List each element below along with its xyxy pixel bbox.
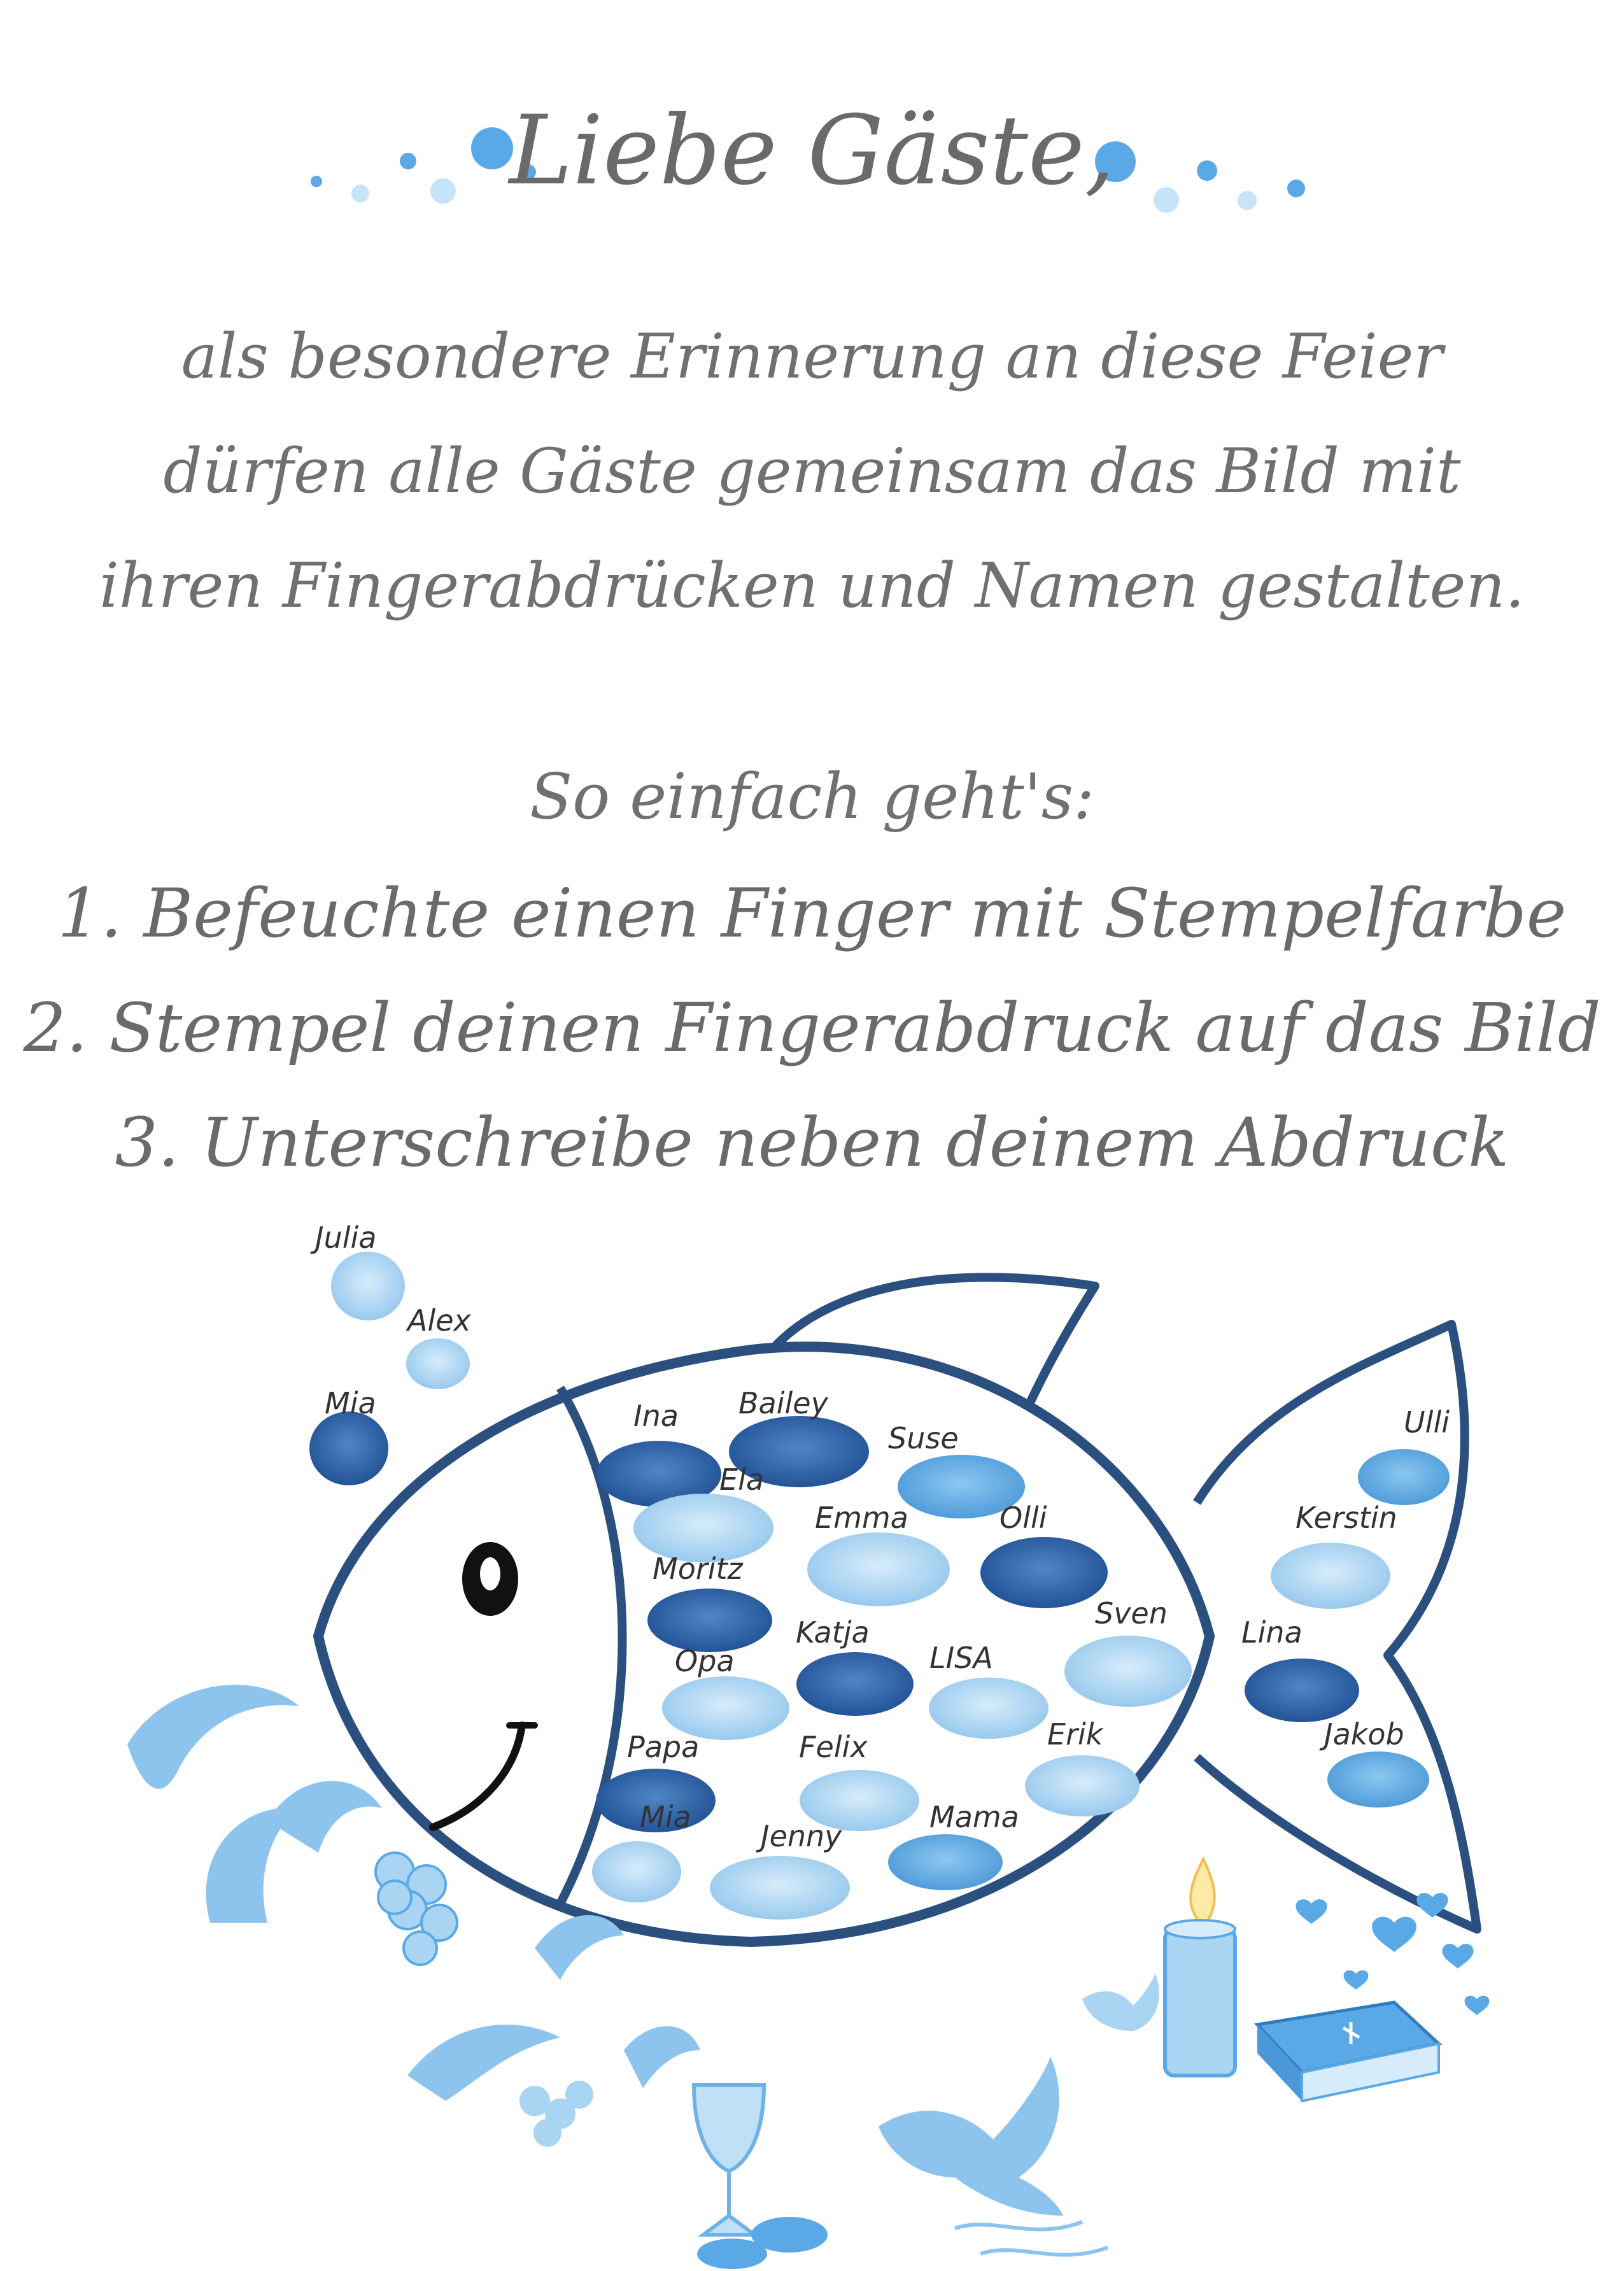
guest-name: Jenny xyxy=(761,1819,842,1853)
guest-name: Emma xyxy=(815,1501,908,1535)
intro-line: ihren Fingerabdrücken und Namen gestalten. xyxy=(99,550,1525,621)
grapes-icon xyxy=(376,1853,457,1965)
fish-illustration xyxy=(0,1197,1624,2271)
bubble-name: Mia xyxy=(325,1386,376,1420)
step-item: 2. Stempel deinen Fingerabdruck auf das Bild xyxy=(23,989,1601,1067)
water-lines xyxy=(955,2222,1108,2255)
steps-heading: So einfach geht's: xyxy=(529,761,1095,833)
guest-name: Moritz xyxy=(653,1552,743,1586)
page-title: Liebe Gäste, xyxy=(509,96,1115,206)
fingerprint xyxy=(1245,1659,1359,1722)
steps-list xyxy=(0,856,1624,1200)
guest-name: Olli xyxy=(999,1501,1047,1535)
fingerprint xyxy=(807,1532,950,1606)
guest-name: Ina xyxy=(633,1399,679,1433)
guest-name: Felix xyxy=(799,1730,868,1764)
bubble-prints xyxy=(309,1220,472,1485)
guest-name: LISA xyxy=(929,1641,993,1675)
guest-name: Jakob xyxy=(1324,1717,1404,1751)
fingerprint xyxy=(1025,1755,1140,1816)
fish-eye-highlight xyxy=(480,1557,500,1590)
guest-name: Mia xyxy=(640,1800,691,1834)
candle-icon xyxy=(1165,1859,1235,2076)
guest-name: Bailey xyxy=(738,1386,828,1420)
step-item: 1. Befeuchte einen Finger mit Stempelfarbe xyxy=(57,874,1567,952)
small-dove-icon xyxy=(1082,1974,1159,2031)
guest-name: Katja xyxy=(796,1615,870,1650)
intro-line: als besondere Erinnerung an diese Feier xyxy=(181,321,1443,392)
fingerprint xyxy=(929,1678,1049,1739)
fingerprint xyxy=(592,1841,681,1902)
fingerprint xyxy=(309,1411,388,1485)
fingerprint xyxy=(406,1338,470,1389)
fingerprint xyxy=(888,1834,1003,1890)
dove-icon xyxy=(879,2056,1063,2216)
intro-line: dürfen alle Gäste gemeinsam das Bild mit xyxy=(163,435,1461,507)
fingerprint xyxy=(647,1588,772,1652)
bubble-name: Julia xyxy=(315,1220,377,1255)
guest-name: Erik xyxy=(1047,1717,1103,1751)
vine-leaves-icon xyxy=(407,1915,700,2147)
fingerprint xyxy=(980,1537,1108,1608)
fingerprint xyxy=(710,1856,850,1920)
fingerprint xyxy=(1064,1636,1192,1707)
guest-name: Papa xyxy=(627,1730,700,1764)
chalice-icon xyxy=(694,2085,764,2235)
guest-name: Lina xyxy=(1241,1615,1303,1650)
guest-name: Suse xyxy=(888,1421,959,1455)
fingerprint xyxy=(1358,1449,1450,1505)
guest-name: Sven xyxy=(1095,1596,1168,1631)
fingerprint xyxy=(1271,1543,1390,1609)
guest-name: Kerstin xyxy=(1296,1501,1397,1535)
fingerprint xyxy=(1327,1751,1429,1808)
guest-name: Mama xyxy=(929,1800,1019,1834)
bubble-name: Alex xyxy=(407,1303,471,1338)
bible-icon xyxy=(1257,2002,1439,2101)
step-item: 3. Unterschreibe neben deinem Abdruck xyxy=(115,1103,1509,1182)
intro-text xyxy=(0,299,1624,643)
guest-name: Ela xyxy=(719,1462,765,1497)
fingerprint xyxy=(796,1652,914,1716)
guest-name: Ulli xyxy=(1404,1405,1450,1440)
guest-name: Opa xyxy=(675,1644,735,1678)
fingerprint xyxy=(331,1252,405,1320)
